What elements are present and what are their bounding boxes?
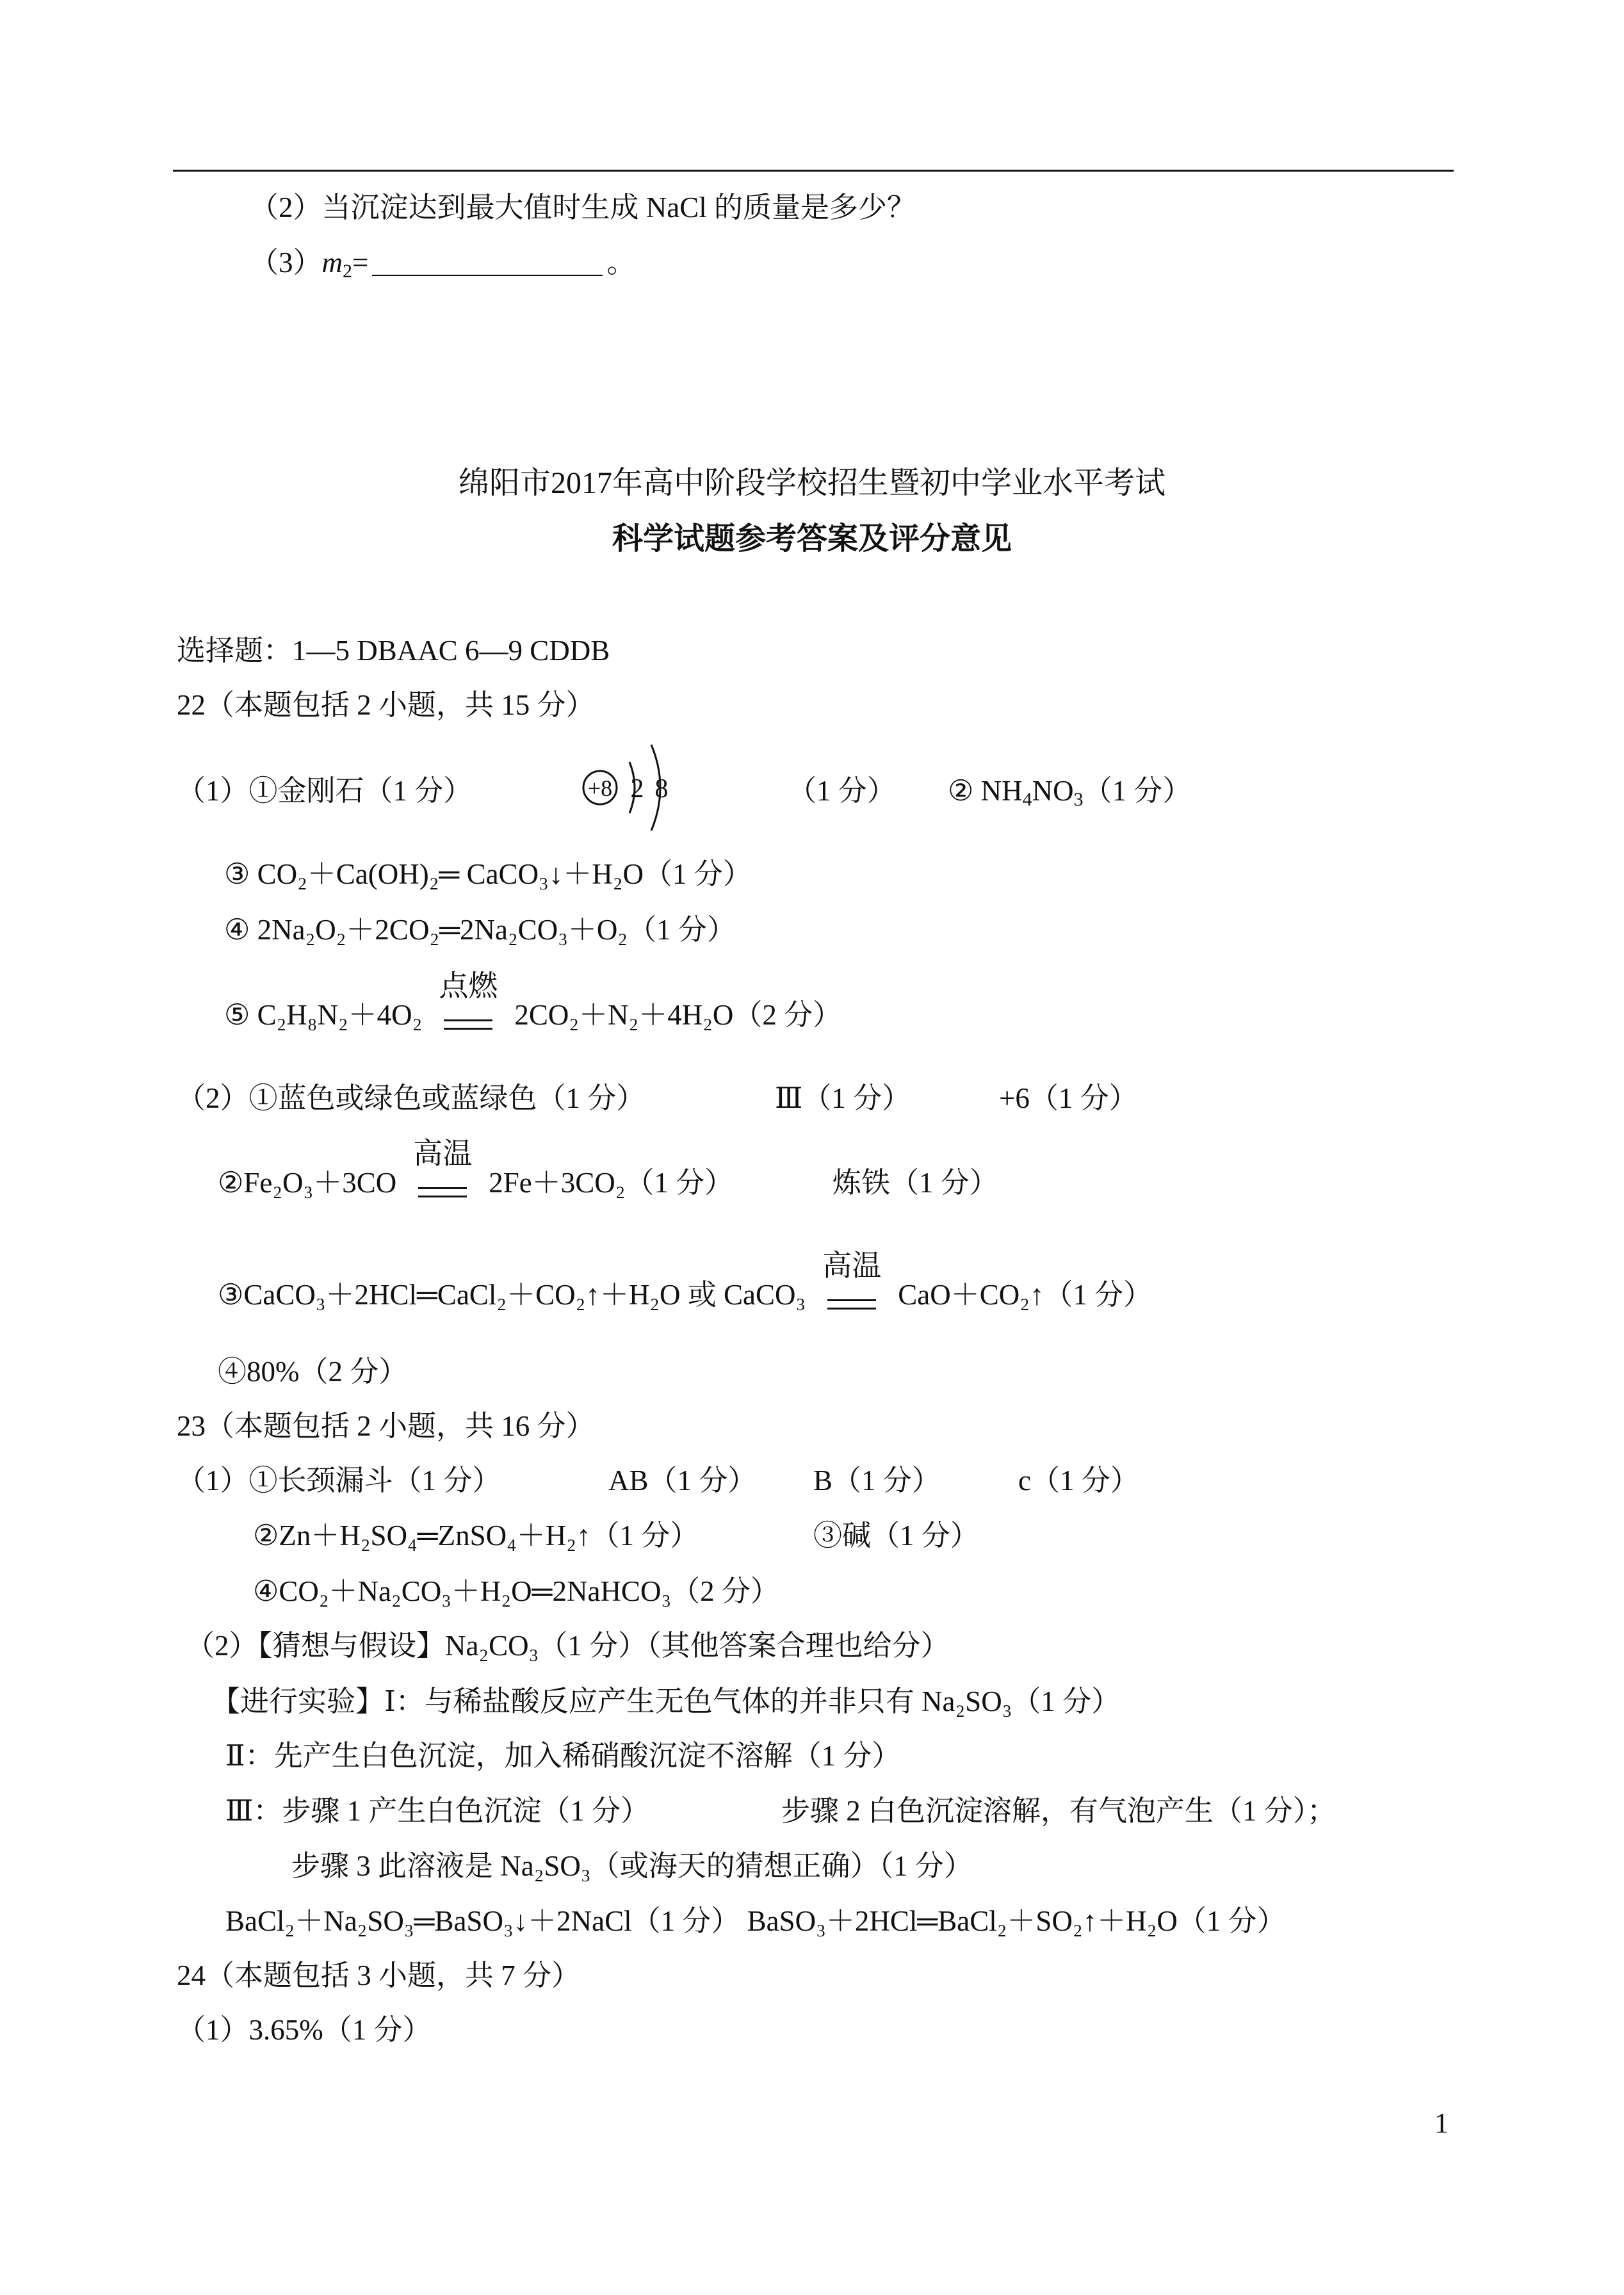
q22-2-answer-iii: Ⅲ（1 分）: [775, 1082, 911, 1114]
high-temp-label: 高温: [413, 1137, 473, 1170]
q22-heading: 22（本题包括 2 小题，共 15 分）: [177, 689, 595, 721]
nh4no3-part2: NO: [1032, 775, 1074, 807]
q22-equation-4: ④ 2Na₂O₂＋2CO₂═2Na₂CO₃＋O₂（1 分）: [224, 914, 736, 946]
nh4no3-sub1: 4: [1022, 789, 1032, 810]
q22-1-diamond: （1）①金刚石（1 分）: [177, 775, 473, 807]
header-rule: [173, 170, 1454, 172]
high-temperature-condition: [820, 1249, 884, 1317]
nucleus-charge: +8: [587, 775, 613, 801]
exam-title: 绵阳市2017年高中阶段学校招生暨初中学业水平考试: [458, 466, 1165, 500]
equals-bar: [418, 1187, 467, 1197]
q22-2-iron-equation: [218, 1137, 734, 1205]
q23-2-step2: 步骤 2 白色沉淀溶解，有气泡产生（1 分）；: [781, 1795, 1336, 1827]
caco3-eq-right: CaO＋CO₂↑（1 分）: [898, 1279, 1153, 1311]
equals-bar: [827, 1299, 876, 1310]
q22-2-caco3-equation: [218, 1249, 1153, 1317]
q23-2-equations: BaCl₂＋Na₂SO₃═BaSO₃↓＋2NaCl（1 分） BaSO₃＋2HCl═BaCl₂＋SO₂↑＋H₂O（1 分）: [225, 1905, 1286, 1937]
q23-heading: 23（本题包括 2 小题，共 16 分）: [177, 1410, 595, 1442]
choice-answers: 选择题：1—5 DBAAC 6—9 CDDB: [177, 635, 610, 667]
q23-1-zinc-equation: ②Zn＋H₂SO₄═ZnSO₄＋H₂↑（1 分）: [253, 1520, 699, 1552]
nh4no3-sub2: 3: [1073, 789, 1084, 810]
q23-2-hypothesis: （2）【猜想与假设】Na₂CO₃（1 分）（其他答案合理也给分）: [186, 1630, 950, 1662]
q22-equation-5: [224, 969, 842, 1037]
q23-2-step3: 步骤 3 此溶液是 Na₂SO₃（或海天的猜想正确）（1 分）: [291, 1850, 973, 1882]
q23-1-c: c（1 分）: [1018, 1464, 1139, 1496]
q23-1-base: ③碱（1 分）: [813, 1520, 979, 1552]
ignition-condition: [436, 969, 500, 1037]
eq5-reactants: ⑤ C₂H₈N₂＋4O₂: [224, 999, 423, 1031]
q23-1-funnel: （1）①长颈漏斗（1 分）: [177, 1464, 501, 1496]
electron-shell-1-count: 2: [630, 774, 644, 804]
q23-1-bicarbonate-equation: ④CO₂＋Na₂CO₃＋H₂O═2NaHCO₃（2 分）: [253, 1575, 779, 1607]
q22-1-diagram-score: （1 分）: [788, 775, 896, 807]
q22-2-percentage: ④80%（2 分）: [218, 1356, 408, 1388]
high-temp-label: 高温: [822, 1249, 882, 1282]
question-3-text: [250, 243, 635, 282]
nh4no3-score: （1 分）: [1083, 775, 1192, 807]
eq5-products: 2CO₂＋N₂＋4H₂O（2 分）: [514, 999, 842, 1031]
q22-2-color: （2）①蓝色或绿色或蓝绿色（1 分）: [177, 1082, 646, 1114]
q3-equals: =: [352, 247, 369, 279]
q3-label: （3）: [250, 247, 322, 279]
page-number: 1: [1434, 2107, 1449, 2139]
q3-variable: m: [321, 247, 343, 279]
q22-1-nh4no3: [948, 772, 1191, 810]
q24-heading: 24（本题包括 3 小题，共 7 分）: [177, 1959, 581, 1991]
oxygen-atom-structure-diagram: [573, 727, 688, 836]
q23-2-step1: Ⅲ：步骤 1 产生白色沉淀（1 分）: [225, 1795, 650, 1827]
q23-1-ab: AB（1 分）: [608, 1464, 757, 1496]
electron-shell-2-count: 8: [654, 774, 669, 804]
question-2-text: （2）当沉淀达到最大值时生成 NaCl 的质量是多少？: [250, 191, 916, 223]
q23-2-experiment-ii: Ⅱ：先产生白色沉淀，加入稀硝酸沉淀不溶解（1 分）: [225, 1740, 901, 1772]
q22-equation-3: ③ CO₂＋Ca(OH)₂═ CaCO₃↓＋H₂O（1 分）: [224, 858, 752, 890]
answer-blank: [372, 249, 603, 276]
high-temperature-condition: [410, 1137, 475, 1205]
iron-eq-reactants: ②Fe₂O₃＋3CO: [218, 1167, 397, 1199]
caco3-eq-left: ③CaCO₃＋2HCl═CaCl₂＋CO₂↑＋H₂O 或 CaCO₃: [218, 1279, 806, 1311]
q22-2-valence: +6（1 分）: [999, 1082, 1138, 1114]
answer-key-title: 科学试题参考答案及评分意见: [612, 522, 1012, 556]
q24-1-answer: （1）3.65%（1 分）: [177, 2014, 432, 2046]
equals-bar: [444, 1019, 492, 1030]
nh4no3-part1: ② NH: [948, 775, 1023, 807]
q3-subscript: 2: [343, 261, 353, 282]
q23-1-b: B（1 分）: [813, 1464, 941, 1496]
q22-2-ironmaking: 炼铁（1 分）: [832, 1167, 998, 1199]
q3-end: 。: [606, 247, 636, 279]
q23-2-experiment-i: 【进行实验】Ⅰ：与稀盐酸反应产生无色气体的并非只有 Na₂SO₃（1 分）: [211, 1685, 1121, 1717]
iron-eq-products: 2Fe＋3CO₂（1 分）: [489, 1167, 734, 1199]
ignition-label: 点燃: [439, 969, 498, 1002]
